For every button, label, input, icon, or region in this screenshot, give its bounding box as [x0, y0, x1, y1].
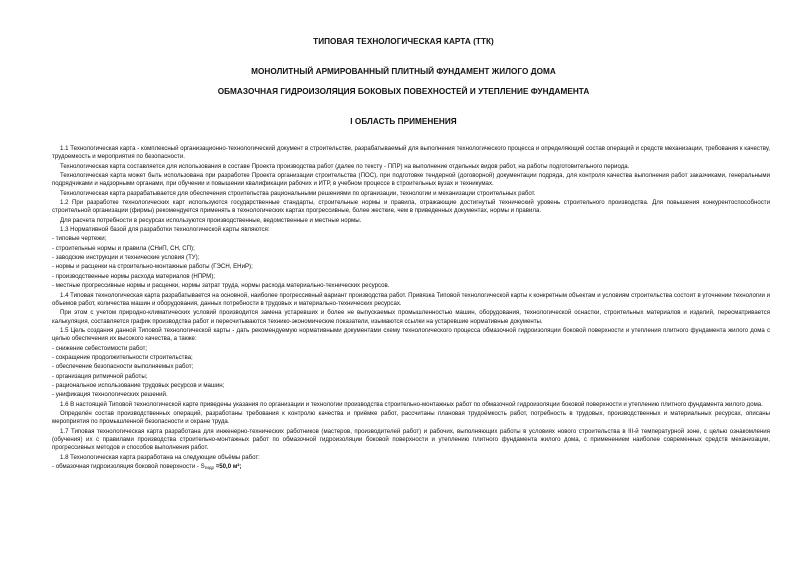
paragraph-1-6-b: Определён состав производственных операций, разработаны требования к контролю качества и приёмке работ, рассчитаны плановая трудоёмкость работ, потребность в трудовых, производственных и материальных ресурсах, описаны мероприятия по промышленной безопасности и охране труда.: [52, 409, 770, 426]
list-item-volume: [52, 463, 770, 472]
document-body: [52, 145, 770, 473]
paragraph-1-1: 1.1 Технологическая карта - комплексный организационно-технологический документ в строительстве, разрабатываемый для выполнения технологического процесса и определяющий состав операций и средств механизации, требования к качеству, трудоемкость и мероприятия по безопасности.: [52, 145, 770, 161]
list-item: - типовые чертежи;: [52, 235, 107, 243]
paragraph-1-2-b: Для расчета потребности в ресурсах используются производственные, ведомственные и местные нормы.: [60, 216, 362, 224]
paragraph-1-5: 1.5 Цель создания данной Типовой технологической карты - дать рекомендуемую нормативными документами схему технологического процесса обмазочной гидроизоляции боковой поверхности и утепления плитного фундамента жилого дома с целью обеспечения их высокого качества, а также:: [52, 326, 770, 343]
paragraph-1-2: 1.2 При разработке технологических карт используются государственные стандарты, строительные нормы и правила, отражающие достигнутый технический уровень строительного производства. Для повышения конкурентоспособности строительной организации (фирмы) рекомендуется применять в технологических картах прогрессивные, более жесткие, чем в приведенных документах, нормы и правила.: [52, 199, 770, 215]
list-item: - местные прогрессивные нормы и расценки, нормы затрат труда, нормы расхода материально-технических ресурсов.: [52, 282, 390, 290]
paragraph-1-8: 1.8 Технологическая карта разработана на следующие объёмы работ:: [60, 453, 260, 461]
paragraph-1-1-c: Технологическая карта может быть использована при разработке Проекта организации строительства (ПОС), при подготовке тендерной (договорной) документации подряда, для контроля качества выполнения работ заказчиками, генеральными подрядчиками и надзорными органами, при обучении и повышении квалификации рабочих и ИТР, в учебном процессе в строительных вузах и техникумах.: [52, 172, 770, 188]
list-item: - обеспечение безопасности выполняемых работ;: [52, 363, 194, 371]
list-item: - организация ритмичной работы;: [52, 372, 148, 380]
paragraph-1-4-b: При этом с учетом природно-климатических условий производится замена устаревших и более не выпускаемых промышленностью машин, оборудования, технологической оснастки, строительных материалов и изделий, пересматривается калькуляция, составляется график производства работ и пересчитываются технико-экономические показатели, изымаются ссылки на устаревшие нормативные документы.: [52, 309, 770, 325]
list-item: - рациональное использование трудовых ресурсов и машин;: [52, 381, 225, 389]
list-item: - унификация технологических решений.: [52, 391, 168, 399]
volume-value: =50,0 м²;: [214, 463, 242, 471]
paragraph-1-4: 1.4 Типовая технологическая карта разрабатывается на основной, наиболее прогрессивный вариант производства работ. Привязка Типовой технологической карты к конкретным объектам и условиям строительства состоит в уточнении технологии и объемов работ, количества машин и оборудования, данных потребности в трудовых и материально-технических ресурсах.: [52, 291, 770, 307]
volume-subscript: гидр: [204, 465, 215, 471]
list-item: - сокращение продолжительности строительства;: [52, 353, 193, 361]
list-item: - производственные нормы расхода материалов (НПРМ);: [52, 272, 215, 280]
section-heading: I ОБЛАСТЬ ПРИМЕНЕНИЯ: [350, 117, 457, 126]
paragraph-1-7: 1.7 Типовая технологическая карта разработана для инженерно-технических работников (мастеров, производителей работ) и рабочих, выполняющих работы в условиях нового строительства в III-й температурной зоне, с целью ознакомления (обучения) их с правилами производства строительно-монтажных работ по обмазочной гидроизоляции боковой поверхности и утеплению плитного фундамента жилого дома, с применением наиболее современных средств механизации, прогрессивных методов и способов выполнения работ.: [52, 427, 770, 452]
list-item: - снижение себестоимости работ;: [52, 344, 148, 352]
document-subtitle-waterproofing: ОБМАЗОЧНАЯ ГИДРОИЗОЛЯЦИЯ БОКОВЫХ ПОВЕХНОСТЕЙ И УТЕПЛЕНИЕ ФУНДАМЕНТА: [217, 87, 590, 96]
list-item: - строительные нормы и правила (СНиП, СН, СП);: [52, 244, 195, 252]
paragraph-1-1-d: Технологическая карта разрабатывается для обеспечения строительства рациональными решениями по организации, технологии и механизации строительных работ.: [60, 189, 536, 197]
document-subtitle-foundation: МОНОЛИТНЫЙ АРМИРОВАННЫЙ ПЛИТНЫЙ ФУНДАМЕНТ ЖИЛОГО ДОМА: [251, 67, 556, 76]
paragraph-1-3: 1.3 Нормативной базой для разработки технологической карты являются:: [60, 226, 270, 234]
paragraph-1-6: 1.6 В настоящей Типовой технологической карте приведены указания по организации и технологии производства строительно-монтажных работ по обмазочной гидроизоляции боковой поверхности и утеплению плитного фундамента жилого дома.: [60, 400, 763, 408]
paragraph-1-1-b: Технологическая карта составляется для использования в составе Проекта производства работ (далее по тексту - ППР) на выполнение отдельных видов работ, на работы подготовительного периода.: [60, 162, 630, 170]
volume-prefix: - обмазочная гидроизоляция боковой поверхности - S: [52, 463, 205, 471]
list-item: - заводские инструкции и технические условия (ТУ);: [52, 254, 200, 262]
document-title: ТИПОВАЯ ТЕХНОЛОГИЧЕСКАЯ КАРТА (ТТК): [313, 37, 494, 46]
list-item: - нормы и расценки на строительно-монтажные работы (ГЭСН, ЕНиР);: [52, 263, 253, 271]
